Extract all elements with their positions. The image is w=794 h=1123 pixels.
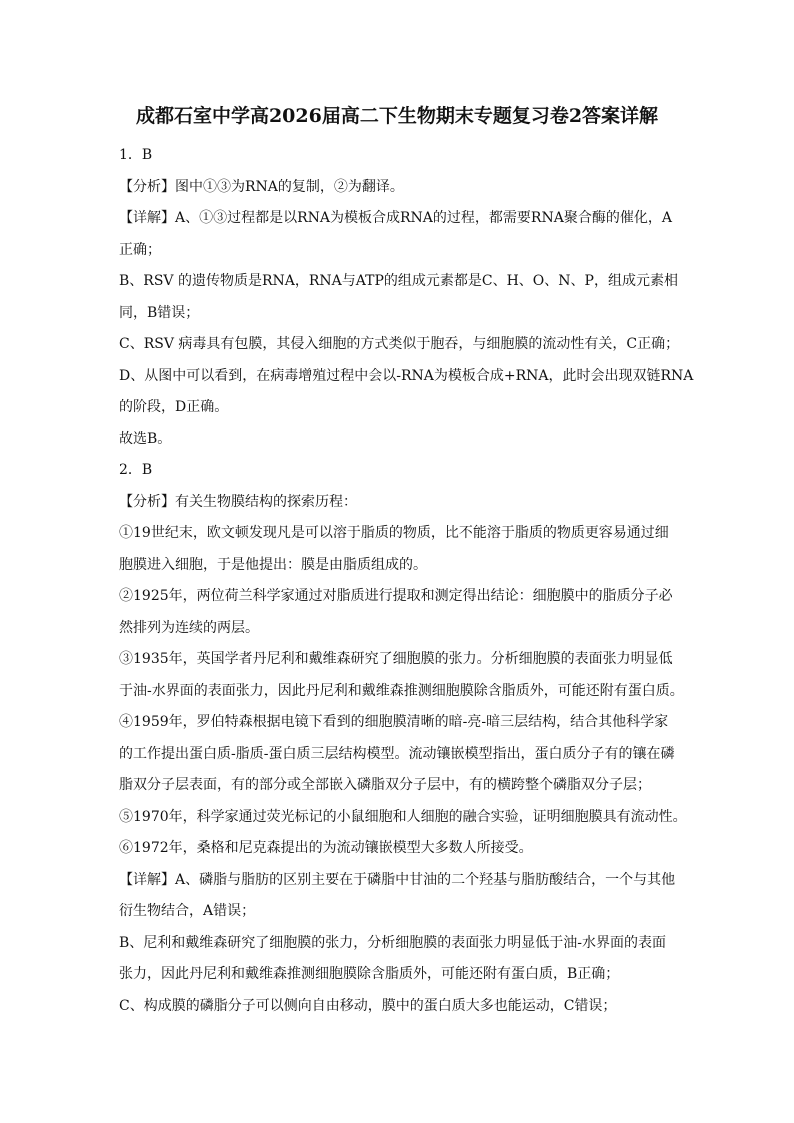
text-line: 衍生物结合，A错误； xyxy=(119,903,256,919)
text-line: 于油-水界面的表面张力，因此丹尼利和戴维森推测细胞膜除含脂质外，可能还附有蛋白质。 xyxy=(119,682,684,699)
text-line: 正确； xyxy=(119,241,161,258)
text-line: ③1935年，英国学者丹尼利和戴维森研究了细胞膜的张力。分析细胞膜的表面张力明显低 xyxy=(119,651,673,667)
document-title: 成都石室中学高2026届高二下生物期末专题复习卷2答案详解 xyxy=(135,105,659,127)
text-line: D、从图中可以看到，在病毒增殖过程中会以-RNA为模板合成+RNA，此时会出现双链RNA xyxy=(119,367,694,384)
text-line: ①19世纪末，欧文顿发现凡是可以溶于脂质的物质，比不能溶于脂质的物质更容易通过细 xyxy=(119,525,669,541)
text-line: 1．B xyxy=(119,147,153,163)
text-line: 【详解】A、磷脂与脂肪的区别主要在于磷脂中甘油的二个羟基与脂肪酸结合，一个与其他 xyxy=(119,871,676,888)
text-line: 【分析】图中①③为RNA的复制，②为翻译。 xyxy=(119,178,404,195)
text-line: C、RSV 病毒具有包膜，其侵入细胞的方式类似于胞吞，与细胞膜的流动性有关，C正确； xyxy=(119,336,680,352)
text-line: 同，B错误； xyxy=(119,304,200,321)
text-line: 2．B xyxy=(119,462,153,478)
text-line: B、尼利和戴维森研究了细胞膜的张力，分析细胞膜的表面张力明显低于油-水界面的表面 xyxy=(119,934,667,951)
text-line: 【分析】有关生物膜结构的探索历程： xyxy=(119,493,357,510)
text-line: 然排列为连续的两层。 xyxy=(119,619,259,636)
text-line: ④1959年，罗伯特森根据电镜下看到的细胞膜清晰的暗-亮-暗三层结构，结合其他科学家 xyxy=(119,714,669,730)
text-line: 【详解】A、①③过程都是以RNA为模板合成RNA的过程，都需要RNA聚合酶的催化，A xyxy=(119,210,672,226)
text-line: 张力，因此丹尼利和戴维森推测细胞膜除含脂质外，可能还附有蛋白质，B正确； xyxy=(119,966,620,982)
text-line: 脂双分子层表面，有的部分或全部嵌入磷脂双分子层中，有的横跨整个磷脂双分子层； xyxy=(119,777,651,793)
text-line: 胞膜进入细胞，于是他提出：膜是由脂质组成的。 xyxy=(119,556,427,573)
answer-body xyxy=(119,140,694,1022)
text-line: 的阶段，D正确。 xyxy=(119,399,229,415)
text-line: 的工作提出蛋白质-脂质-蛋白质三层结构模型。流动镶嵌模型指出，蛋白质分子有的镶在磷 xyxy=(119,745,675,762)
text-line: 故选B。 xyxy=(119,430,172,447)
text-line: ⑥1972年，桑格和尼克森提出的为流动镶嵌模型大多数人所接受。 xyxy=(119,840,533,856)
text-line: C、构成膜的磷脂分子可以侧向自由移动，膜中的蛋白质大多也能运动，C错误； xyxy=(119,997,617,1014)
text-line: ②1925年，两位荷兰科学家通过对脂质进行提取和测定得出结论：细胞膜中的脂质分子必 xyxy=(119,588,673,604)
text-line: ⑤1970年，科学家通过荧光标记的小鼠细胞和人细胞的融合实验，证明细胞膜具有流动性。 xyxy=(119,808,687,825)
text-line: B、RSV 的遗传物质是RNA，RNA与ATP的组成元素都是C、H、O、N、P，组成元素相 xyxy=(119,273,678,289)
